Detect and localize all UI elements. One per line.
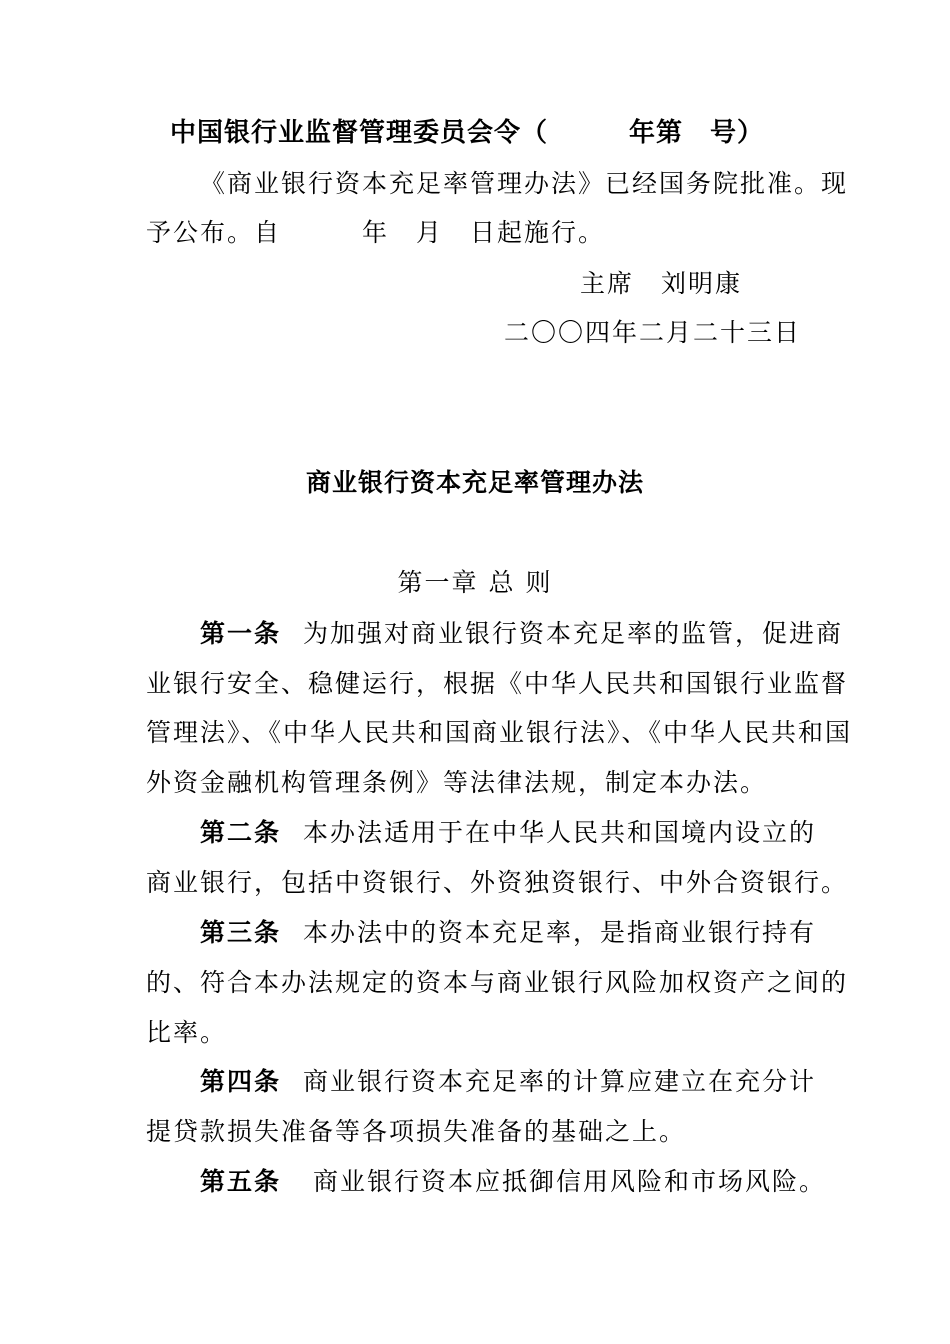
article-text: 为加强对商业银行资本充足率的监管，促进商 [303,619,844,648]
article-1-line-4: 外资金融机构管理条例》等法律法规，制定本办法。 [146,768,768,797]
article-1-line-1 [200,617,843,651]
article-3-line-3: 比率。 [146,1018,228,1047]
article-2-line-1 [200,816,816,850]
decree-body-line-2: 予公布。自 年 月 日起施行。 [146,218,606,247]
article-5-line-1 [200,1165,826,1199]
article-number: 第五条 [200,1167,282,1196]
article-3-line-2: 的、符合本办法规定的资本与商业银行风险加权资产之间的 [146,968,849,997]
article-number: 第三条 [200,918,282,947]
regulation-title: 商业银行资本充足率管理办法 [305,468,644,497]
article-text: 本办法中的资本充足率，是指商业银行持有 [303,918,817,947]
article-text: 商业银行资本应抵御信用风险和市场风险。 [313,1167,827,1196]
article-text: 商业银行资本充足率的计算应建立在充分计 [303,1067,817,1096]
article-3-line-1 [200,916,816,950]
article-1-line-3: 管理法》、《中华人民共和国商业银行法》、《中华人民共和国 [146,718,853,747]
article-number: 第四条 [200,1067,282,1096]
article-4-line-1 [200,1065,816,1099]
decree-date: 二〇〇四年二月二十三日 [504,318,802,347]
decree-title: 中国银行业监督管理委员会令（ 年第 号） [170,118,765,148]
article-2-line-2: 商业银行，包括中资银行、外资独资银行、中外合资银行。 [146,868,849,897]
article-text: 本办法适用于在中华人民共和国境内设立的 [303,818,817,847]
article-number: 第二条 [200,818,282,847]
decree-signature: 主席 刘明康 [580,269,743,298]
article-1-line-2: 业银行安全、稳健运行，根据《中华人民共和国银行业监督 [146,669,849,698]
article-number: 第一条 [200,619,282,648]
chapter-heading: 第一章 总 则 [397,568,553,597]
article-4-line-2: 提贷款损失准备等各项损失准备的基础之上。 [146,1117,687,1146]
decree-body-line-1: 《商业银行资本充足率管理办法》已经国务院批准。现 [200,169,849,198]
